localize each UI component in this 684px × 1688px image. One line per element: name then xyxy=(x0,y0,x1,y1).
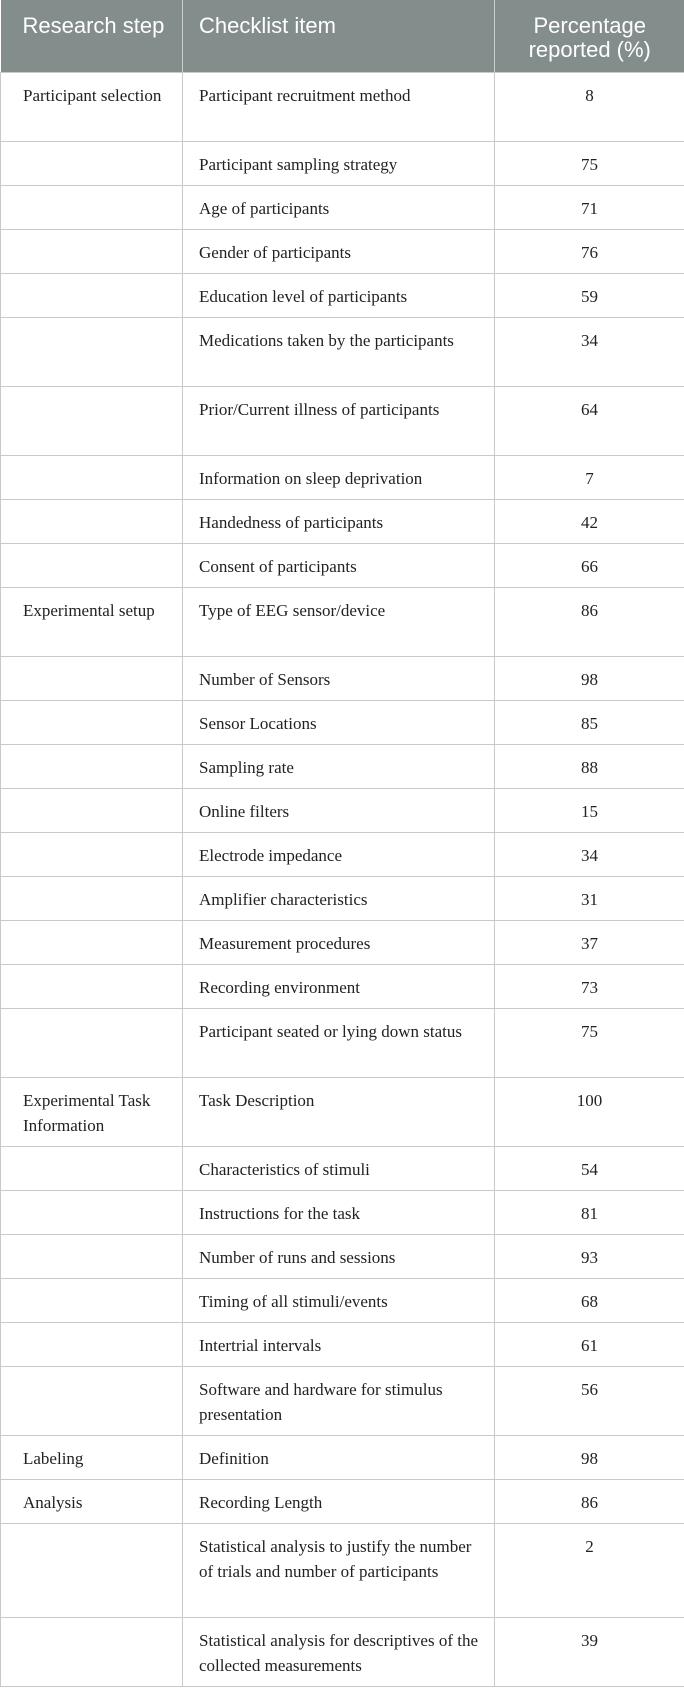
checklist-item-cell: Definition xyxy=(183,1436,495,1480)
table-row xyxy=(1,1524,684,1618)
research-step-cell xyxy=(1,877,183,921)
checklist-item-cell: Type of EEG sensor/device xyxy=(183,588,495,657)
header-row xyxy=(1,0,684,73)
table-row xyxy=(1,1147,684,1191)
percentage-cell: 54 xyxy=(495,1147,684,1191)
percentage-cell: 34 xyxy=(495,318,684,387)
research-step-cell xyxy=(1,965,183,1009)
checklist-item-cell: Statistical analysis for descriptives of the collected measurements xyxy=(183,1618,495,1687)
percentage-cell: 85 xyxy=(495,701,684,745)
table-row xyxy=(1,1078,684,1147)
percentage-cell: 98 xyxy=(495,657,684,701)
table-row xyxy=(1,833,684,877)
research-step-cell xyxy=(1,833,183,877)
percentage-cell: 15 xyxy=(495,789,684,833)
percentage-cell: 66 xyxy=(495,544,684,588)
table-row xyxy=(1,1480,684,1524)
checklist-item-cell: Gender of participants xyxy=(183,230,495,274)
research-step-cell: Experimental Task Information xyxy=(1,1078,183,1147)
percentage-cell: 61 xyxy=(495,1323,684,1367)
checklist-item-cell: Participant sampling strategy xyxy=(183,142,495,186)
checklist-item-cell: Participant seated or lying down status xyxy=(183,1009,495,1078)
checklist-item-cell: Sampling rate xyxy=(183,745,495,789)
percentage-cell: 100 xyxy=(495,1078,684,1147)
percentage-cell: 37 xyxy=(495,921,684,965)
checklist-item-cell: Amplifier characteristics xyxy=(183,877,495,921)
table-row xyxy=(1,657,684,701)
research-step-cell xyxy=(1,230,183,274)
checklist-item-cell: Number of Sensors xyxy=(183,657,495,701)
checklist-item-cell: Consent of participants xyxy=(183,544,495,588)
research-step-cell xyxy=(1,1147,183,1191)
percentage-cell: 56 xyxy=(495,1367,684,1436)
percentage-cell: 73 xyxy=(495,965,684,1009)
checklist-item-cell: Education level of participants xyxy=(183,274,495,318)
research-step-cell xyxy=(1,1279,183,1323)
percentage-cell: 64 xyxy=(495,387,684,456)
checklist-item-cell: Characteristics of stimuli xyxy=(183,1147,495,1191)
percentage-cell: 98 xyxy=(495,1436,684,1480)
checklist-item-cell: Online filters xyxy=(183,789,495,833)
percentage-cell: 81 xyxy=(495,1191,684,1235)
percentage-cell: 93 xyxy=(495,1235,684,1279)
research-step-cell xyxy=(1,1323,183,1367)
checklist-item-cell: Electrode impedance xyxy=(183,833,495,877)
percentage-cell: 68 xyxy=(495,1279,684,1323)
research-step-cell xyxy=(1,745,183,789)
research-step-cell xyxy=(1,456,183,500)
table-row xyxy=(1,230,684,274)
research-step-cell xyxy=(1,1009,183,1078)
table-row xyxy=(1,921,684,965)
percentage-cell: 75 xyxy=(495,1009,684,1078)
percentage-cell: 34 xyxy=(495,833,684,877)
checklist-item-cell: Information on sleep deprivation xyxy=(183,456,495,500)
table-row xyxy=(1,1191,684,1235)
table-row xyxy=(1,588,684,657)
checklist-item-cell: Task Description xyxy=(183,1078,495,1147)
research-step-cell xyxy=(1,789,183,833)
table-row xyxy=(1,500,684,544)
checklist-item-cell: Age of participants xyxy=(183,186,495,230)
checklist-item-cell: Measurement procedures xyxy=(183,921,495,965)
table-row xyxy=(1,456,684,500)
table-row xyxy=(1,318,684,387)
research-step-cell xyxy=(1,1191,183,1235)
table-row xyxy=(1,965,684,1009)
table-row xyxy=(1,1367,684,1436)
research-step-cell xyxy=(1,1367,183,1436)
checklist-item-cell: Number of runs and sessions xyxy=(183,1235,495,1279)
research-step-cell: Labeling xyxy=(1,1436,183,1480)
checklist-item-cell: Timing of all stimuli/events xyxy=(183,1279,495,1323)
table-row xyxy=(1,1618,684,1687)
percentage-cell: 39 xyxy=(495,1618,684,1687)
percentage-cell: 86 xyxy=(495,588,684,657)
checklist-item-cell: Prior/Current illness of participants xyxy=(183,387,495,456)
table-row xyxy=(1,544,684,588)
percentage-cell: 76 xyxy=(495,230,684,274)
research-step-cell xyxy=(1,701,183,745)
percentage-cell: 59 xyxy=(495,274,684,318)
percentage-cell: 71 xyxy=(495,186,684,230)
table-row xyxy=(1,274,684,318)
checklist-item-cell: Intertrial intervals xyxy=(183,1323,495,1367)
table-row xyxy=(1,745,684,789)
table-row xyxy=(1,186,684,230)
checklist-item-cell: Sensor Locations xyxy=(183,701,495,745)
percentage-cell: 8 xyxy=(495,73,684,142)
research-step-cell: Participant selection xyxy=(1,73,183,142)
table-row xyxy=(1,73,684,142)
table-row xyxy=(1,387,684,456)
research-step-cell xyxy=(1,387,183,456)
research-step-cell xyxy=(1,1235,183,1279)
checklist-item-cell: Statistical analysis to justify the number of trials and number of participants xyxy=(183,1524,495,1618)
table-row xyxy=(1,1009,684,1078)
checklist-item-cell: Medications taken by the participants xyxy=(183,318,495,387)
checklist-item-cell: Instructions for the task xyxy=(183,1191,495,1235)
table-row xyxy=(1,701,684,745)
table-row xyxy=(1,142,684,186)
percentage-cell: 7 xyxy=(495,456,684,500)
table-row xyxy=(1,1235,684,1279)
research-step-cell xyxy=(1,1524,183,1618)
percentage-cell: 31 xyxy=(495,877,684,921)
research-step-cell xyxy=(1,274,183,318)
checklist-item-cell: Recording Length xyxy=(183,1480,495,1524)
research-step-cell xyxy=(1,921,183,965)
checklist-item-cell: Recording environment xyxy=(183,965,495,1009)
research-step-cell: Analysis xyxy=(1,1480,183,1524)
percentage-cell: 88 xyxy=(495,745,684,789)
research-step-cell xyxy=(1,657,183,701)
research-step-cell xyxy=(1,318,183,387)
table-row xyxy=(1,1279,684,1323)
checklist-item-cell: Participant recruitment method xyxy=(183,73,495,142)
percentage-cell: 75 xyxy=(495,142,684,186)
table-row xyxy=(1,789,684,833)
research-step-cell xyxy=(1,142,183,186)
table-row xyxy=(1,877,684,921)
percentage-cell: 42 xyxy=(495,500,684,544)
research-step-cell xyxy=(1,544,183,588)
research-step-cell xyxy=(1,500,183,544)
checklist-item-cell: Handedness of participants xyxy=(183,500,495,544)
header-percentage-reported: Percentage reported (%) xyxy=(495,0,684,73)
research-step-cell xyxy=(1,186,183,230)
checklist-item-cell: Software and hardware for stimulus presentation xyxy=(183,1367,495,1436)
table-row xyxy=(1,1436,684,1480)
table-row xyxy=(1,1323,684,1367)
header-checklist-item: Checklist item xyxy=(183,0,495,73)
percentage-cell: 86 xyxy=(495,1480,684,1524)
percentage-cell: 2 xyxy=(495,1524,684,1618)
research-step-cell xyxy=(1,1618,183,1687)
header-research-step: Research step xyxy=(1,0,183,73)
research-step-cell: Experimental setup xyxy=(1,588,183,657)
